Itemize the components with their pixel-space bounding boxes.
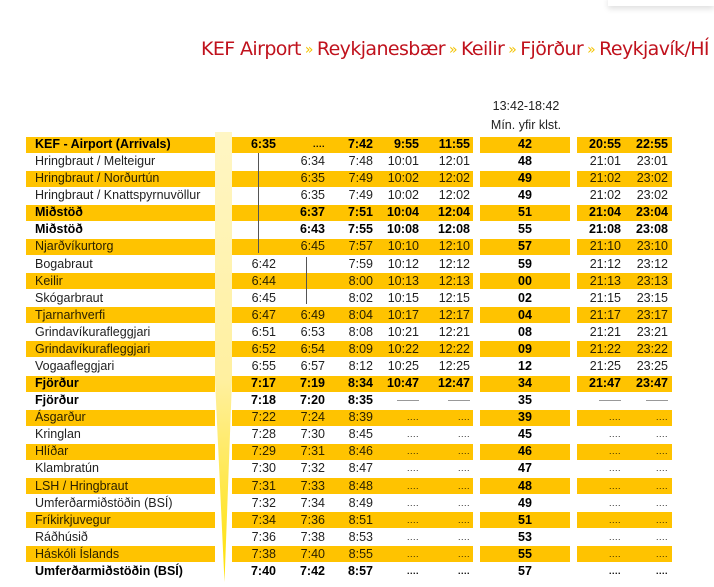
evening-departure-time: 21:10 — [589, 239, 621, 254]
departure-time: 8:39 — [348, 410, 373, 425]
table-row — [0, 478, 714, 495]
departure-time: 10:15 — [387, 290, 419, 305]
departure-time: .... — [406, 565, 419, 576]
minutes-past-hour: 00 — [518, 273, 532, 288]
departure-time: .... — [406, 497, 419, 508]
departure-time: 6:49 — [300, 307, 325, 322]
evening-departure-time: 23:15 — [636, 290, 668, 305]
departure-time: 6:47 — [251, 307, 276, 322]
evening-departure-time: 23:02 — [636, 171, 668, 186]
minutes-past-hour: 48 — [518, 154, 532, 169]
breadcrumb-kef-airport[interactable]: KEF Airport — [201, 38, 301, 60]
departure-time: 8:08 — [348, 324, 373, 339]
table-row — [0, 546, 714, 563]
departure-time: 10:02 — [387, 171, 419, 186]
evening-departure-time: 23:17 — [636, 307, 668, 322]
departure-time: 7:34 — [300, 495, 325, 510]
departure-time: 8:04 — [348, 307, 373, 322]
stop-name: Grindavíkurafleggjari — [35, 324, 151, 339]
table-row — [0, 341, 714, 358]
minutes-past-hour: 51 — [518, 205, 532, 220]
breadcrumb-separator: » — [508, 42, 517, 58]
minutes-past-hour-header: Mín. yfir klst. — [490, 118, 562, 132]
departure-time: 7:19 — [299, 376, 325, 391]
minutes-past-hour: 53 — [518, 529, 532, 544]
evening-departure-time: 23:22 — [636, 341, 668, 356]
departure-time: 12:22 — [438, 341, 470, 356]
departure-time: .... — [406, 412, 419, 423]
minutes-past-hour: 48 — [518, 478, 532, 493]
evening-departure-time: .... — [655, 412, 668, 423]
evening-departure-time: 21:01 — [589, 154, 621, 169]
minutes-past-hour: 35 — [518, 393, 532, 408]
evening-departure-time: 23:10 — [636, 239, 668, 254]
stop-name: Miðstöð — [35, 222, 83, 237]
minutes-past-hour: 45 — [518, 427, 532, 442]
departure-time — [430, 392, 470, 409]
breadcrumb-keilir[interactable]: Keilir — [460, 38, 505, 60]
departure-time: 8:49 — [348, 495, 373, 510]
minutes-past-hour: 57 — [518, 563, 532, 578]
evening-departure-time: 21:25 — [589, 359, 621, 374]
departure-time: .... — [457, 514, 470, 525]
evening-departure-time: 21:21 — [589, 324, 621, 339]
departure-time: 7:59 — [348, 256, 373, 271]
top-dropdown-card — [608, 0, 714, 6]
departure-time: 7:32 — [300, 461, 325, 476]
stop-name: Hringbraut / Melteigur — [35, 154, 156, 169]
stop-name: Hringbraut / Norðurtún — [35, 171, 160, 186]
departure-time: 10:25 — [387, 359, 419, 374]
breadcrumb-reykjavik-hi[interactable]: Reykjavík/HÍ — [599, 38, 709, 60]
departure-time: 7:20 — [299, 393, 325, 408]
evening-departure-time: 23:12 — [636, 256, 668, 271]
evening-departure-time: 21:13 — [589, 273, 621, 288]
departure-time: 12:13 — [438, 273, 470, 288]
departure-time: 10:12 — [387, 256, 419, 271]
departure-time: 6:44 — [251, 273, 276, 288]
departure-time: 10:02 — [387, 188, 419, 203]
departure-time: 7:51 — [347, 205, 373, 220]
departure-time: 7:49 — [348, 171, 373, 186]
minutes-past-hour: 39 — [518, 410, 532, 425]
departure-time: 6:52 — [251, 341, 276, 356]
stop-name: Keilir — [35, 273, 63, 288]
table-row — [0, 392, 714, 409]
departure-time: 8:35 — [347, 393, 373, 408]
minutes-past-hour: 49 — [518, 495, 532, 510]
departure-time: .... — [406, 463, 419, 474]
departure-time: 7:28 — [251, 427, 276, 442]
departure-time — [379, 392, 419, 409]
evening-departure-time: 21:08 — [589, 222, 621, 237]
evening-departure-time: 21:17 — [589, 307, 621, 322]
table-row — [0, 221, 714, 238]
evening-departure-time: 23:01 — [636, 154, 668, 169]
evening-departure-time: .... — [655, 429, 668, 440]
departure-time: .... — [312, 139, 325, 149]
table-row — [0, 290, 714, 307]
minutes-past-hour: 08 — [518, 324, 532, 339]
departure-time: 11:55 — [438, 137, 470, 151]
departure-time: 10:13 — [387, 273, 419, 288]
departure-time: 7:18 — [250, 393, 276, 408]
breadcrumb-fjordur[interactable]: Fjörður — [520, 38, 584, 60]
departure-time: 8:45 — [348, 427, 373, 442]
departure-time: 6:57 — [300, 359, 325, 374]
departure-time: .... — [457, 565, 470, 576]
departure-time: 6:37 — [299, 205, 325, 220]
departure-time: 6:43 — [299, 222, 325, 237]
departure-time: .... — [406, 514, 419, 525]
departure-time: .... — [406, 429, 419, 440]
departure-time: 6:45 — [251, 290, 276, 305]
departure-time: 12:02 — [438, 188, 470, 203]
departure-time: 8:34 — [347, 376, 373, 391]
departure-time: 6:35 — [300, 171, 325, 186]
stop-name: Hlíðar — [35, 444, 69, 459]
departure-time: 12:10 — [438, 239, 470, 254]
departure-time: 7:42 — [347, 137, 373, 151]
evening-departure-time: 21:22 — [589, 341, 621, 356]
departure-time: 7:31 — [300, 444, 325, 459]
departure-time: 8:51 — [348, 512, 373, 527]
departure-time: 7:48 — [348, 154, 373, 169]
table-row — [0, 495, 714, 512]
hourly-range-header: 13:42-18:42 — [492, 99, 560, 113]
stop-name: Háskóli Íslands — [35, 546, 120, 561]
evening-departure-time: .... — [655, 480, 668, 491]
stop-name: Vogaafleggjari — [35, 359, 115, 374]
stop-name: Fjörður — [35, 393, 79, 408]
table-row — [0, 409, 714, 426]
departure-time: 7:22 — [251, 410, 276, 425]
minutes-past-hour: 12 — [518, 359, 532, 374]
stop-name: Ásgarður — [35, 410, 86, 425]
table-row — [0, 443, 714, 460]
minutes-past-hour: 55 — [518, 222, 532, 237]
evening-departure-time: .... — [608, 531, 621, 542]
breadcrumb-reykjanesbaer[interactable]: Reykjanesbær — [316, 38, 446, 60]
departure-time: 7:32 — [251, 495, 276, 510]
departure-time: 6:35 — [250, 137, 276, 151]
departure-time: 8:00 — [348, 273, 373, 288]
stop-name: LSH / Hringbraut — [35, 478, 129, 493]
departure-time: 8:48 — [348, 478, 373, 493]
departure-time: 7:38 — [251, 546, 276, 561]
evening-departure-time: .... — [608, 548, 621, 559]
departure-time: 6:42 — [251, 256, 276, 271]
minutes-past-hour: 34 — [518, 376, 532, 391]
evening-departure-time: 21:04 — [589, 205, 621, 220]
evening-departure-time: .... — [655, 565, 668, 576]
departure-time: 10:10 — [387, 239, 419, 254]
departure-time: 10:04 — [387, 205, 419, 220]
evening-departure-time: 21:02 — [589, 188, 621, 203]
departure-time: .... — [457, 531, 470, 542]
table-row — [0, 460, 714, 477]
table-row — [0, 324, 714, 341]
evening-departure-time: .... — [655, 531, 668, 542]
departure-time: 12:01 — [438, 154, 470, 169]
departure-time: 7:31 — [251, 478, 276, 493]
evening-departure-time: .... — [655, 548, 668, 559]
stop-name: Miðstöð — [35, 205, 83, 220]
evening-departure-time: .... — [608, 463, 621, 474]
table-row — [0, 153, 714, 170]
minutes-past-hour: 57 — [518, 239, 532, 254]
departure-time: 10:08 — [387, 222, 419, 237]
departure-time: 7:17 — [250, 376, 276, 391]
evening-departure-time: .... — [608, 514, 621, 525]
departure-time: 7:40 — [250, 563, 276, 578]
evening-departure-time: 21:15 — [589, 290, 621, 305]
evening-departure-time: .... — [655, 463, 668, 474]
timetable — [0, 136, 714, 580]
departure-time: .... — [406, 480, 419, 491]
departure-time: 9:55 — [393, 137, 419, 151]
stop-name: Bogabraut — [35, 256, 93, 271]
departure-time: 12:02 — [438, 171, 470, 186]
departure-time: 7:34 — [251, 512, 276, 527]
table-row — [0, 187, 714, 204]
departure-time: 7:36 — [251, 529, 276, 544]
table-row — [0, 238, 714, 255]
evening-departure-time: .... — [655, 497, 668, 508]
stop-name: Umferðarmiðstöðin (BSÍ) — [35, 563, 183, 578]
table-row — [0, 512, 714, 529]
evening-departure-time: 21:02 — [589, 171, 621, 186]
departure-time: 10:47 — [387, 376, 419, 391]
stop-name: Tjarnarhverfi — [35, 307, 106, 322]
table-row — [0, 426, 714, 443]
evening-departure-time: .... — [608, 497, 621, 508]
table-row — [0, 256, 714, 273]
evening-departure-time: 23:08 — [636, 222, 668, 237]
stop-name: Njarðvíkurtorg — [35, 239, 114, 254]
departure-time: 12:12 — [438, 256, 470, 271]
table-row — [0, 358, 714, 375]
departure-time: 8:55 — [348, 546, 373, 561]
departure-time: 8:09 — [348, 341, 373, 356]
departure-time: 7:24 — [300, 410, 325, 425]
stop-name: Hringbraut / Knattspyrnuvöllur — [35, 188, 201, 203]
evening-departure-time: .... — [655, 514, 668, 525]
departure-time: 12:08 — [438, 222, 470, 237]
departure-time: 6:51 — [251, 324, 276, 339]
departure-time: 8:02 — [348, 290, 373, 305]
breadcrumb-separator: » — [304, 42, 313, 58]
minutes-past-hour: 02 — [518, 290, 532, 305]
departure-time: 12:15 — [438, 290, 470, 305]
departure-time: .... — [457, 446, 470, 457]
breadcrumb-separator: » — [587, 42, 596, 58]
evening-departure-time: 20:55 — [589, 137, 621, 151]
evening-departure-time — [622, 392, 668, 409]
table-row — [0, 307, 714, 324]
departure-time: .... — [406, 446, 419, 457]
table-row — [0, 375, 714, 392]
departure-time: 8:46 — [348, 444, 373, 459]
evening-departure-time: 23:47 — [636, 376, 668, 391]
table-row — [0, 529, 714, 546]
route-breadcrumb — [201, 38, 709, 60]
departure-time: 12:25 — [438, 359, 470, 374]
stop-name: Kringlan — [35, 427, 81, 442]
departure-time: .... — [457, 497, 470, 508]
minutes-past-hour: 51 — [518, 512, 532, 527]
stop-name: Skógarbraut — [35, 290, 104, 305]
evening-departure-time: .... — [608, 429, 621, 440]
departure-time: 8:53 — [348, 529, 373, 544]
departure-time: 7:36 — [300, 512, 325, 527]
evening-departure-time: 23:13 — [636, 273, 668, 288]
departure-time: 10:21 — [387, 324, 419, 339]
evening-departure-time: 21:47 — [589, 376, 621, 391]
departure-time: 7:40 — [300, 546, 325, 561]
departure-time: 6:34 — [300, 154, 325, 169]
departure-time: 12:17 — [438, 307, 470, 322]
minutes-past-hour: 49 — [518, 171, 532, 186]
table-row — [0, 563, 714, 580]
departure-time: 8:47 — [348, 461, 373, 476]
departure-time: 7:30 — [251, 461, 276, 476]
departure-time: 8:12 — [348, 359, 373, 374]
minutes-past-hour: 47 — [518, 461, 532, 476]
departure-time: 6:55 — [251, 359, 276, 374]
stop-name: Klambratún — [35, 461, 99, 476]
route-line-col2 — [306, 257, 307, 304]
departure-time: .... — [406, 548, 419, 559]
stop-name: KEF - Airport (Arrivals) — [35, 137, 171, 151]
evening-departure-time: .... — [608, 412, 621, 423]
departure-time: 12:21 — [438, 324, 470, 339]
departure-time: 10:22 — [387, 341, 419, 356]
departure-time: .... — [457, 429, 470, 440]
minutes-past-hour: 59 — [518, 256, 532, 271]
departure-time: 7:49 — [348, 188, 373, 203]
departure-time: .... — [457, 480, 470, 491]
departure-time: .... — [406, 531, 419, 542]
departure-time: 6:35 — [300, 188, 325, 203]
table-row — [0, 204, 714, 221]
minutes-past-hour: 55 — [518, 546, 532, 561]
minutes-past-hour: 42 — [518, 137, 532, 151]
evening-departure-time — [572, 392, 621, 409]
stop-name: Umferðarmiðstöðin (BSÍ) — [35, 495, 173, 510]
evening-departure-time: .... — [608, 565, 621, 576]
departure-time: 6:54 — [300, 341, 325, 356]
stop-name: Grindavíkurafleggjari — [35, 341, 151, 356]
departure-time: .... — [457, 463, 470, 474]
minutes-past-hour: 09 — [518, 341, 532, 356]
evening-departure-time: .... — [655, 446, 668, 457]
departure-time: 7:38 — [300, 529, 325, 544]
table-row — [0, 136, 714, 153]
departure-time: 7:33 — [300, 478, 325, 493]
evening-departure-time: 22:55 — [636, 137, 668, 151]
evening-departure-time: 23:04 — [636, 205, 668, 220]
evening-departure-time: 21:12 — [589, 256, 621, 271]
departure-time: 6:45 — [300, 239, 325, 254]
minutes-past-hour: 04 — [518, 307, 532, 322]
departure-time: 7:55 — [347, 222, 373, 237]
evening-departure-time: 23:21 — [636, 324, 668, 339]
departure-time: 7:29 — [251, 444, 276, 459]
route-line-col1 — [258, 153, 259, 253]
evening-departure-time: 23:02 — [636, 188, 668, 203]
departure-time: 7:57 — [348, 239, 373, 254]
table-row — [0, 170, 714, 187]
evening-departure-time: .... — [608, 446, 621, 457]
minutes-past-hour: 49 — [518, 188, 532, 203]
departure-time: 10:17 — [387, 307, 419, 322]
departure-time: 12:04 — [438, 205, 470, 220]
minutes-past-hour: 46 — [518, 444, 532, 459]
departure-time: 8:57 — [347, 563, 373, 578]
departure-time: 10:01 — [387, 154, 419, 169]
stop-name: Fjörður — [35, 376, 79, 391]
departure-time: .... — [457, 548, 470, 559]
evening-departure-time: .... — [608, 480, 621, 491]
stop-name: Ráðhúsið — [35, 529, 88, 544]
departure-time: 7:42 — [299, 563, 325, 578]
stop-name: Fríkirkjuvegur — [35, 512, 111, 527]
breadcrumb-separator: » — [449, 42, 457, 58]
evening-departure-time: 23:25 — [636, 359, 668, 374]
departure-time: .... — [457, 412, 470, 423]
table-row — [0, 273, 714, 290]
departure-time: 7:30 — [300, 427, 325, 442]
departure-time: 6:53 — [300, 324, 325, 339]
departure-time: 12:47 — [438, 376, 470, 391]
